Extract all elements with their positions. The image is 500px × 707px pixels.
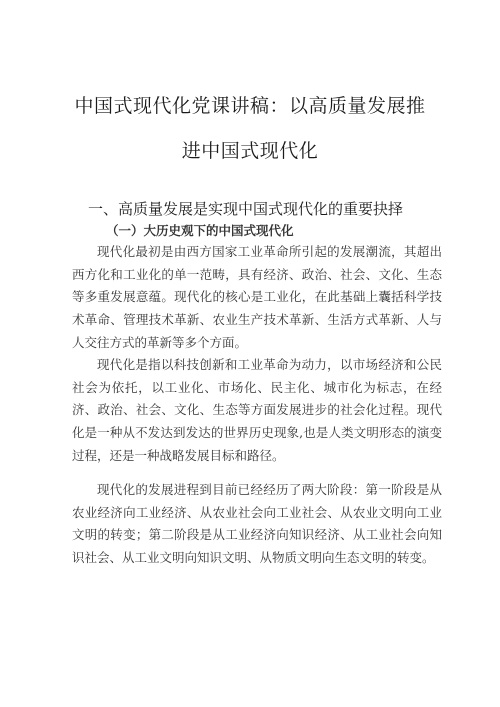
body-paragraph-1: 现代化最初是由西方国家工业革命所引起的发展潮流，其超出西方化和工业化的单一范畴，具有经济、政治、社会、文化、生态等多重发展意蕴。现代化的核心是工业化，在此基础上囊括科学技术革命、管理技术革新、农业生产技术革新、生活方式革新、人与人交往方式的革新等多个方面。 <box>72 244 442 350</box>
document-title-line-2: 进中国式现代化 <box>181 140 319 162</box>
body-paragraph-2: 现代化是指以科技创新和工业革命为动力，以市场经济和公民社会为依托，以工业化、市场化、民主化、城市化为标志，在经济、政治、社会、文化、生态等方面发展进步的社会化过程。现代化是一种从不发达到发达的世界历史现象,也是人类文明形态的演变过程，还是一种战略发展目标和路径。 <box>72 357 442 463</box>
body-paragraph-3: 现代化的发展进程到目前已经经历了两大阶段：第一阶段是从农业经济向工业经济、从农业社会向工业社会、从农业文明向工业文明的转变；第二阶段是从工业经济向知识经济、从工业社会向知识社会、从工业文明向知识文明、从物质文明向生态文明的转变。 <box>72 482 442 566</box>
section-heading: 一、高质量发展是实现中国式现代化的重要抉择 <box>88 200 404 218</box>
document-title-line-1: 中国式现代化党课讲稿：以高质量发展推 <box>74 95 426 117</box>
subsection-heading: （一）大历史观下的中国式现代化 <box>106 223 294 238</box>
